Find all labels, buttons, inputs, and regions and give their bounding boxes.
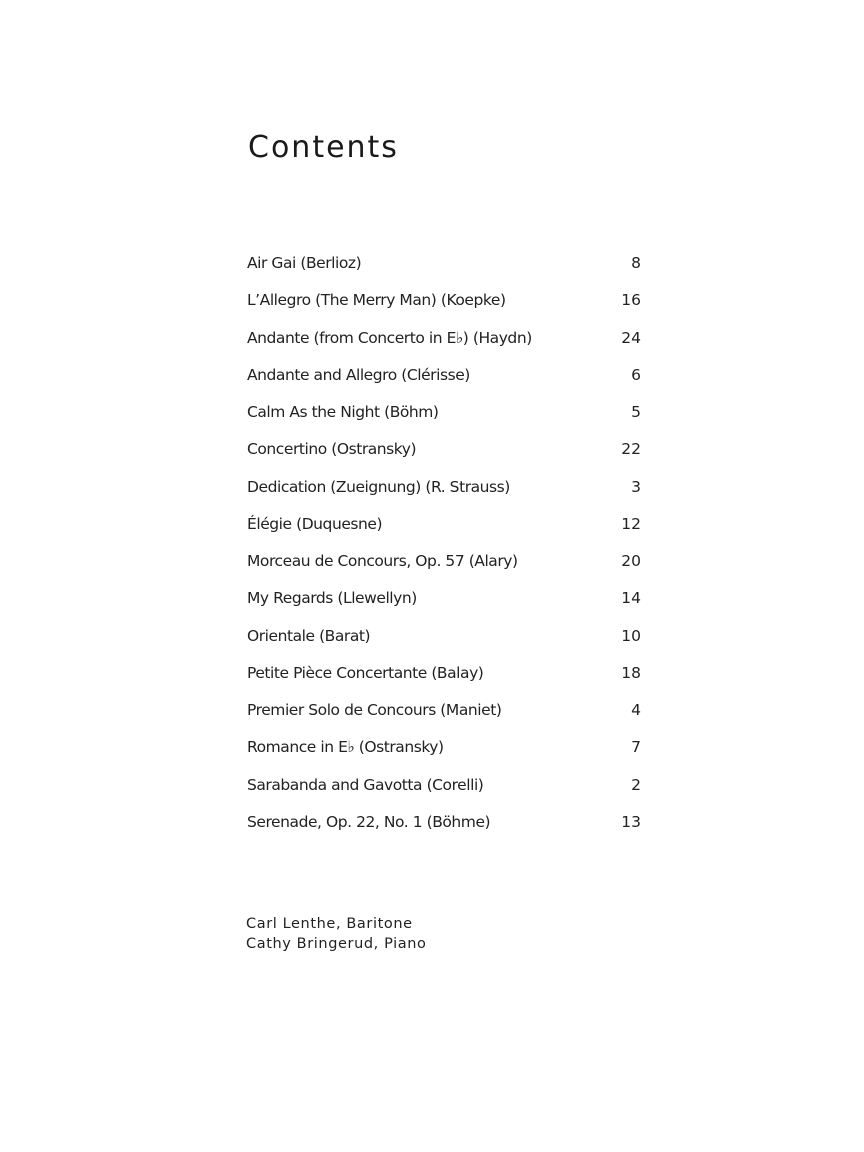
toc-entry-title: Premier Solo de Concours (Maniet) [247, 701, 502, 719]
toc-entry-title: Air Gai (Berlioz) [247, 254, 362, 272]
toc-entry-page: 3 [631, 477, 641, 496]
toc-entry-page: 4 [631, 701, 641, 719]
toc-entry [247, 403, 641, 440]
credit-piano: Cathy Bringerud, Piano [246, 936, 427, 952]
table-of-contents [247, 254, 641, 850]
toc-entry-page: 12 [621, 514, 641, 533]
toc-entry-title: Dedication (Zueignung) (R. Strauss) [247, 477, 510, 496]
toc-entry-page: 5 [631, 403, 641, 421]
toc-entry [247, 254, 641, 291]
toc-entry-page: 6 [631, 365, 641, 384]
toc-entry-title: Morceau de Concours, Op. 57 (Alary) [247, 552, 518, 570]
toc-entry-title: Concertino (Ostransky) [247, 440, 417, 459]
toc-entry-page: 16 [621, 291, 641, 310]
toc-entry [247, 813, 641, 850]
toc-entry [247, 515, 641, 552]
toc-entry-page: 20 [621, 552, 641, 570]
toc-entry [247, 627, 641, 664]
page-title: Contents [248, 130, 399, 165]
toc-entry [247, 589, 641, 626]
toc-entry [247, 701, 641, 738]
toc-entry-page: 8 [631, 254, 641, 272]
toc-entry-title: Élégie (Duquesne) [247, 514, 383, 533]
toc-entry-title: My Regards (Llewellyn) [247, 589, 417, 608]
toc-entry-page: 14 [621, 589, 641, 608]
toc-entry [247, 440, 641, 477]
credit-baritone: Carl Lenthe, Baritone [246, 916, 413, 932]
toc-entry-page: 7 [631, 738, 641, 757]
toc-entry-title: Andante (from Concerto in E♭) (Haydn) [247, 328, 532, 347]
toc-entry [247, 776, 641, 813]
toc-entry-title: Serenade, Op. 22, No. 1 (Böhme) [247, 812, 491, 831]
toc-entry [247, 478, 641, 515]
toc-entry-page: 13 [621, 812, 641, 831]
toc-entry [247, 329, 641, 366]
toc-entry-title: Calm As the Night (Böhm) [247, 403, 439, 421]
toc-entry-title: Petite Pièce Concertante (Balay) [247, 663, 484, 682]
toc-entry-title: L’Allegro (The Merry Man) (Koepke) [247, 291, 506, 310]
toc-entry-title: Andante and Allegro (Clérisse) [247, 365, 470, 384]
toc-entry [247, 366, 641, 403]
toc-entry-page: 2 [631, 775, 641, 794]
toc-entry-title: Sarabanda and Gavotta (Corelli) [247, 775, 484, 794]
toc-entry-title: Orientale (Barat) [247, 626, 371, 645]
toc-entry [247, 291, 641, 328]
performer-credits [246, 914, 427, 954]
toc-entry-title: Romance in E♭ (Ostransky) [247, 738, 444, 757]
toc-entry [247, 738, 641, 775]
toc-entry-page: 24 [621, 328, 641, 347]
toc-entry-page: 22 [621, 440, 641, 459]
toc-entry-page: 10 [621, 626, 641, 645]
toc-entry-page: 18 [621, 663, 641, 682]
toc-entry [247, 552, 641, 589]
toc-entry [247, 664, 641, 701]
